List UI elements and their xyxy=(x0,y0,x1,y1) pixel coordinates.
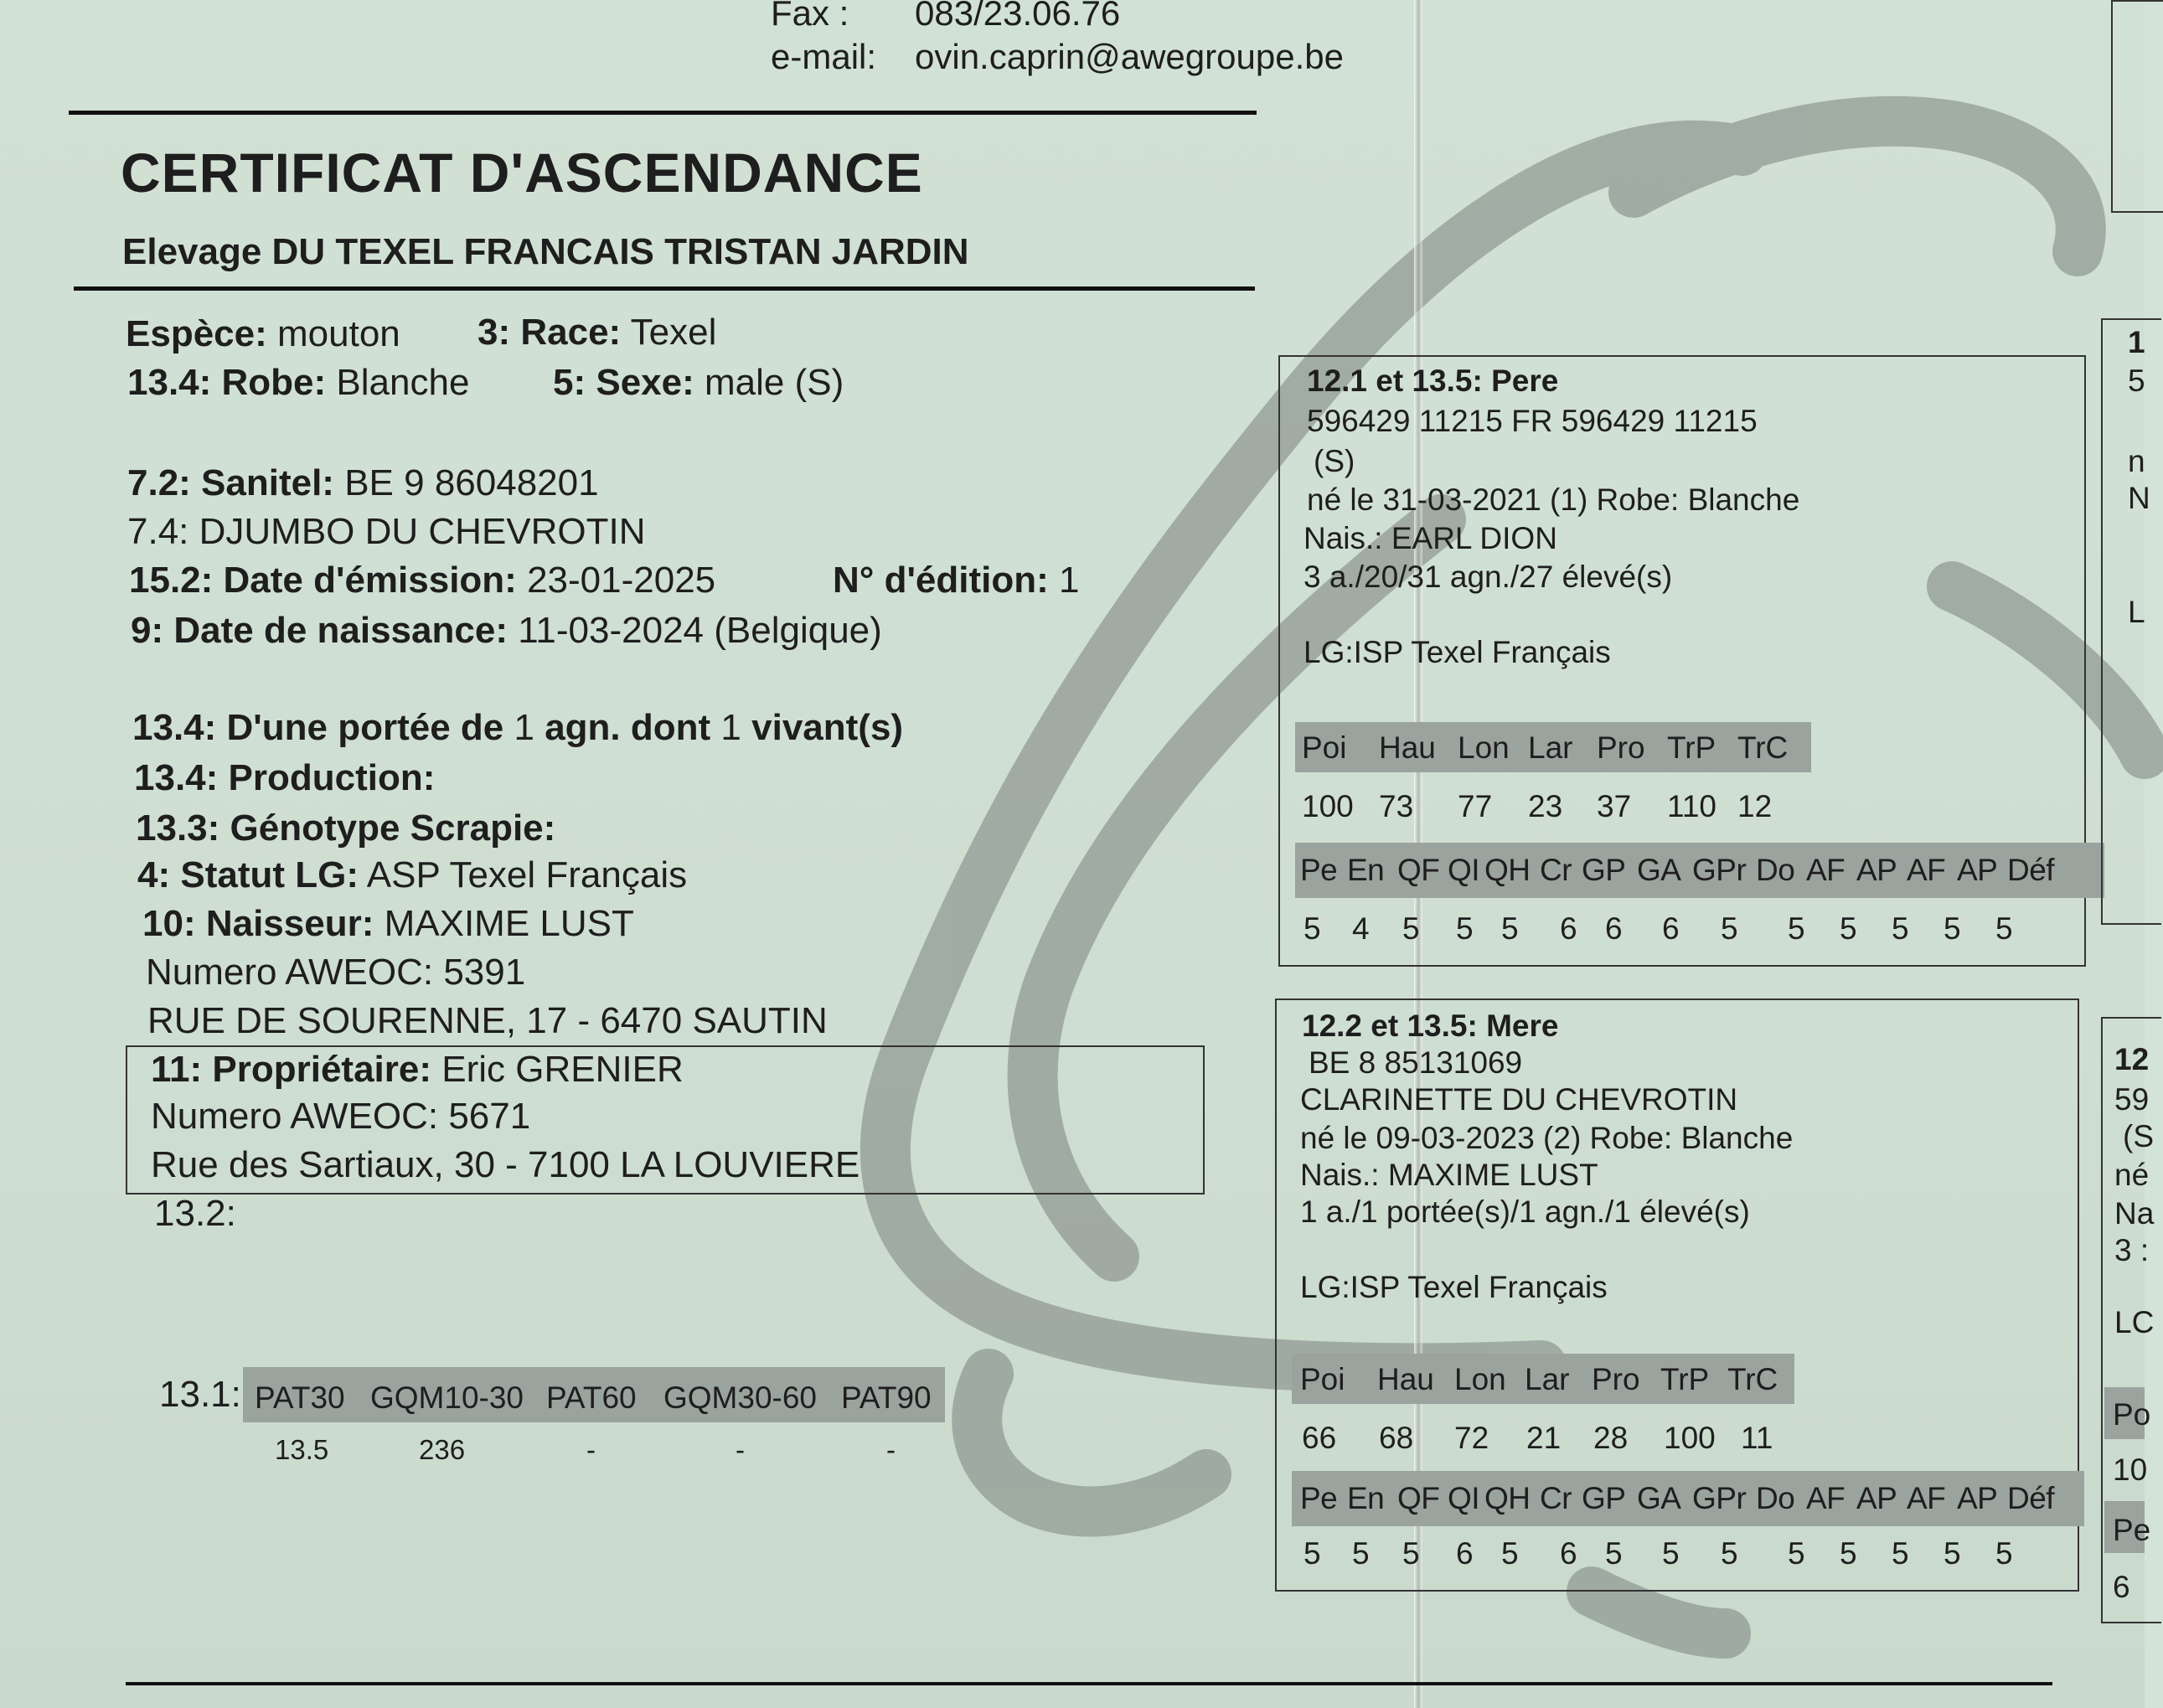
species-line xyxy=(126,313,400,355)
litter-line xyxy=(132,707,903,749)
emission-label: 15.2: Date d'émission: xyxy=(129,560,517,601)
pere-morph-header: Poi xyxy=(1302,730,1347,765)
pere-morph-value: 77 xyxy=(1458,789,1493,823)
sanitel-label: 7.2: Sanitel: xyxy=(127,462,334,503)
perf-header-row xyxy=(255,1380,942,1416)
pere-score-header: Déf xyxy=(2007,853,2055,887)
mere-morph-header: Lon xyxy=(1454,1362,1506,1396)
mere-morph-value: 72 xyxy=(1454,1421,1489,1455)
edition-label: N° d'édition: xyxy=(833,560,1049,601)
mere-name: CLARINETTE DU CHEVROTIN xyxy=(1300,1082,1738,1117)
pere-score-value: 4 xyxy=(1352,911,1370,946)
watermark-stroke-bottom xyxy=(977,1374,1206,1511)
email-value: ovin.caprin@awegroupe.be xyxy=(915,37,1344,76)
pere-score-header: GA xyxy=(1637,853,1681,887)
pere-score-value-row xyxy=(1303,911,2029,947)
pere-morph-header: Hau xyxy=(1379,730,1436,765)
footer-rule xyxy=(126,1682,2052,1685)
pere-score-value: 5 xyxy=(1456,911,1474,946)
pere-title: 12.1 et 13.5: Pere xyxy=(1307,364,1559,398)
pere-score-value: 5 xyxy=(1501,911,1519,946)
mere-morph-value: 68 xyxy=(1379,1421,1414,1455)
perf-header-cell: GQM30-60 xyxy=(663,1380,818,1415)
mere-score-header: GPr xyxy=(1692,1481,1747,1515)
naisseur-line xyxy=(142,903,634,945)
mere-morph-value-row xyxy=(1302,1421,1791,1456)
edge-fragment: 12 xyxy=(2114,1042,2150,1076)
mere-score-value-row xyxy=(1303,1536,2029,1571)
mere-morph-header: Lar xyxy=(1525,1362,1570,1396)
page-title: CERTIFICAT D'ASCENDANCE xyxy=(121,142,923,204)
litter-label-1: 13.4: D'une portée de xyxy=(132,707,504,748)
section-13-2: 13.2: xyxy=(154,1193,236,1234)
mere-score-header: Pe xyxy=(1300,1481,1338,1515)
mere-score-header: Déf xyxy=(2007,1481,2055,1515)
naisseur-label: 10: Naisseur: xyxy=(142,903,374,944)
edge-fragment: 6 xyxy=(2113,1570,2130,1604)
mere-morph-value: 21 xyxy=(1526,1421,1562,1455)
mere-id: BE 8 85131069 xyxy=(1309,1045,1523,1080)
pere-score-header: Cr xyxy=(1540,853,1572,887)
mere-score-value: 5 xyxy=(1721,1536,1738,1571)
pere-morph-value-row xyxy=(1302,789,1796,824)
breeder-subtitle: Elevage DU TEXEL FRANCAIS TRISTAN JARDIN xyxy=(122,231,969,272)
perf-value-cell: - xyxy=(736,1434,745,1465)
mere-score-header: GA xyxy=(1637,1481,1681,1515)
pere-score-header-row xyxy=(1300,853,2061,888)
perf-value-row xyxy=(275,1434,937,1466)
litter-label-2: agn. dont xyxy=(545,707,711,748)
mere-morph-header: Hau xyxy=(1377,1362,1434,1396)
mere-score-value: 5 xyxy=(1402,1536,1420,1571)
perf-header-cell: GQM10-30 xyxy=(370,1380,524,1415)
edge-box-top xyxy=(2111,0,2163,213)
mere-score-header: QH xyxy=(1484,1481,1531,1515)
edge-fragment: 59 xyxy=(2114,1082,2150,1117)
pere-score-header: QF xyxy=(1397,853,1440,887)
pere-nais: Nais.: EARL DION xyxy=(1303,521,1557,555)
animal-name: 7.4: DJUMBO DU CHEVROTIN xyxy=(127,511,646,552)
mere-morph-header: TrC xyxy=(1727,1362,1778,1396)
pere-score-header: QI xyxy=(1448,853,1480,887)
pere-morph-value: 100 xyxy=(1302,789,1354,823)
species-value: mouton xyxy=(277,313,400,354)
perf-header-cell: PAT30 xyxy=(255,1380,345,1415)
pere-morph-value: 37 xyxy=(1597,789,1632,823)
mere-score-header: AP xyxy=(1856,1481,1897,1515)
scrapie-label: 13.3: Génotype Scrapie: xyxy=(136,808,556,849)
perf-header-cell: PAT90 xyxy=(841,1380,932,1415)
pere-score-header: Do xyxy=(1756,853,1795,887)
perf-header-cell: PAT60 xyxy=(546,1380,637,1415)
sexe-line xyxy=(553,362,844,404)
pere-morph-value: 73 xyxy=(1379,789,1414,823)
pere-score-header: Pe xyxy=(1300,853,1338,887)
birth-value: 11-03-2024 (Belgique) xyxy=(518,610,882,651)
pere-score-value: 6 xyxy=(1560,911,1577,946)
birth-line xyxy=(131,610,882,652)
robe-value: Blanche xyxy=(336,362,470,403)
statut-line xyxy=(137,854,687,896)
pere-score-value: 5 xyxy=(1995,911,2013,946)
fax-label: Fax : xyxy=(771,0,849,33)
edge-fragment: LC xyxy=(2114,1305,2155,1339)
perf-value-cell: - xyxy=(586,1434,596,1465)
mere-morph-header: Poi xyxy=(1300,1362,1345,1396)
sexe-label: 5: Sexe: xyxy=(553,362,694,403)
mere-score-value: 5 xyxy=(1840,1536,1857,1571)
mere-score-header-row xyxy=(1300,1481,2061,1516)
race-value: Texel xyxy=(630,312,717,353)
mere-score-value: 5 xyxy=(1352,1536,1370,1571)
sanitel-value: BE 9 86048201 xyxy=(344,462,599,503)
mere-score-value: 5 xyxy=(1662,1536,1680,1571)
edge-fragment: (S xyxy=(2123,1119,2154,1153)
mere-score-header: AP xyxy=(1957,1481,1998,1515)
pere-score-header: En xyxy=(1347,853,1385,887)
mere-score-header: AF xyxy=(1806,1481,1846,1515)
emission-value: 23-01-2025 xyxy=(527,560,716,601)
mere-score-header: En xyxy=(1347,1481,1385,1515)
email-label: e-mail: xyxy=(771,37,877,76)
pere-birth: né le 31-03-2021 (1) Robe: Blanche xyxy=(1307,482,1800,517)
edge-fragment: Po xyxy=(2113,1397,2151,1432)
birth-label: 9: Date de naissance: xyxy=(131,610,508,651)
pere-morph-header: Lon xyxy=(1458,730,1510,765)
mere-score-value: 5 xyxy=(1892,1536,1909,1571)
pere-morph-value: 12 xyxy=(1737,789,1773,823)
naisseur-address: RUE DE SOURENNE, 17 - 6470 SAUTIN xyxy=(147,1000,828,1041)
owner-label: 11: Propriétaire: xyxy=(151,1049,432,1090)
statut-label: 4: Statut LG: xyxy=(137,854,359,895)
pere-score-header: AF xyxy=(1806,853,1846,887)
race-label: 3: Race: xyxy=(478,312,622,353)
perf-label: 13.1: xyxy=(159,1374,241,1415)
pere-id: 596429 11215 FR 596429 11215 xyxy=(1307,404,1758,438)
mere-score-value: 5 xyxy=(1788,1536,1805,1571)
edition-value: 1 xyxy=(1059,560,1080,601)
header-rule-top xyxy=(69,111,1257,115)
perf-value-cell: 13.5 xyxy=(275,1434,329,1465)
watermark-stroke-base xyxy=(1592,1592,1726,1633)
pere-score-header: GP xyxy=(1582,853,1626,887)
pere-morph-header: TrP xyxy=(1667,730,1716,765)
watermark-stroke-top xyxy=(1634,121,2081,251)
litter-label-3: vivant(s) xyxy=(751,707,904,748)
mere-lg: LG:ISP Texel Français xyxy=(1300,1270,1608,1304)
robe-line xyxy=(127,362,469,404)
pere-score-value: 5 xyxy=(1788,911,1805,946)
mere-score-value: 5 xyxy=(1303,1536,1321,1571)
mere-score-header: QF xyxy=(1397,1481,1440,1515)
edge-fragment: 1 xyxy=(2128,325,2145,359)
mere-score-value: 5 xyxy=(1605,1536,1623,1571)
perf-value-cell: - xyxy=(886,1434,896,1465)
mere-morph-header: Pro xyxy=(1592,1362,1640,1396)
owner-address: Rue des Sartiaux, 30 - 7100 LA LOUVIERE xyxy=(151,1144,860,1185)
pere-lg: LG:ISP Texel Français xyxy=(1303,635,1611,669)
pere-score-value: 5 xyxy=(1840,911,1857,946)
mere-score-header: QI xyxy=(1448,1481,1480,1515)
edge-fragment: L xyxy=(2128,595,2145,629)
emission-line xyxy=(129,560,715,601)
owner-aweoc: Numero AWEOC: 5671 xyxy=(151,1096,531,1137)
pere-morph-value: 23 xyxy=(1528,789,1563,823)
mere-title: 12.2 et 13.5: Mere xyxy=(1302,1009,1559,1043)
mere-morph-value: 66 xyxy=(1302,1421,1337,1455)
pere-score-value: 6 xyxy=(1605,911,1623,946)
pere-score-header: AF xyxy=(1907,853,1946,887)
mere-score-header: AF xyxy=(1907,1481,1946,1515)
mere-score-header: Cr xyxy=(1540,1481,1572,1515)
mere-morph-header: TrP xyxy=(1660,1362,1710,1396)
owner-line xyxy=(151,1049,684,1091)
mere-morph-header-row xyxy=(1300,1362,1786,1397)
mere-morph-value: 11 xyxy=(1741,1421,1773,1455)
pere-score-header: GPr xyxy=(1692,853,1747,887)
edge-fragment: Pe xyxy=(2113,1513,2151,1547)
edge-fragment: N xyxy=(2128,481,2150,515)
pere-score-value: 5 xyxy=(1944,911,1961,946)
mere-morph-value: 28 xyxy=(1593,1421,1629,1455)
sexe-value: male (S) xyxy=(705,362,844,403)
mere-score-value: 6 xyxy=(1560,1536,1577,1571)
race-line xyxy=(478,312,716,353)
pere-morph-header-row xyxy=(1302,730,1796,766)
owner-name: Eric GRENIER xyxy=(441,1049,684,1090)
perf-value-cell: 236 xyxy=(419,1434,466,1465)
edge-fragment: Na xyxy=(2114,1196,2155,1231)
mere-score-header: Do xyxy=(1756,1481,1795,1515)
mere-score-value: 5 xyxy=(1995,1536,2013,1571)
pere-status: (S) xyxy=(1314,444,1355,478)
production-label: 13.4: Production: xyxy=(134,757,436,798)
pere-score-value: 5 xyxy=(1892,911,1909,946)
pere-score-header: AP xyxy=(1856,853,1897,887)
species-label: Espèce: xyxy=(126,313,267,354)
pere-score-value: 5 xyxy=(1721,911,1738,946)
edge-fragment: 5 xyxy=(2128,364,2145,398)
mere-score-value: 6 xyxy=(1456,1536,1474,1571)
pere-morph-header: TrC xyxy=(1737,730,1789,765)
fax-value: 083/23.06.76 xyxy=(915,0,1121,33)
header-rule-bottom xyxy=(74,286,1255,291)
pere-stats: 3 a./20/31 agn./27 élevé(s) xyxy=(1303,560,1673,594)
litter-alive-count: 1 xyxy=(720,707,741,748)
edge-fragment: né xyxy=(2114,1158,2150,1192)
mere-score-value: 5 xyxy=(1944,1536,1961,1571)
pere-score-value: 5 xyxy=(1402,911,1420,946)
mere-morph-value: 100 xyxy=(1664,1421,1716,1455)
pere-score-value: 6 xyxy=(1662,911,1680,946)
mere-score-header: GP xyxy=(1582,1481,1626,1515)
edge-fragment: n xyxy=(2128,444,2145,478)
pere-score-header: QH xyxy=(1484,853,1531,887)
mere-birth: né le 09-03-2023 (2) Robe: Blanche xyxy=(1300,1121,1794,1155)
sanitel-line xyxy=(127,462,599,504)
pere-score-header: AP xyxy=(1957,853,1998,887)
pere-morph-header: Lar xyxy=(1528,730,1573,765)
mere-score-value: 5 xyxy=(1501,1536,1519,1571)
pere-morph-header: Pro xyxy=(1597,730,1645,765)
edge-fragment: 3 : xyxy=(2114,1233,2150,1267)
litter-count: 1 xyxy=(514,707,534,748)
mere-nais: Nais.: MAXIME LUST xyxy=(1300,1158,1598,1192)
pere-score-value: 5 xyxy=(1303,911,1321,946)
naisseur-aweoc: Numero AWEOC: 5391 xyxy=(146,952,526,993)
naisseur-value: MAXIME LUST xyxy=(384,903,634,944)
edge-fragment: 10 xyxy=(2113,1453,2148,1487)
statut-value: ASP Texel Français xyxy=(366,854,688,895)
robe-label: 13.4: Robe: xyxy=(127,362,327,403)
pere-morph-value: 110 xyxy=(1667,789,1716,823)
mere-stats: 1 a./1 portée(s)/1 agn./1 élevé(s) xyxy=(1300,1195,1750,1229)
edition-line xyxy=(833,560,1080,601)
